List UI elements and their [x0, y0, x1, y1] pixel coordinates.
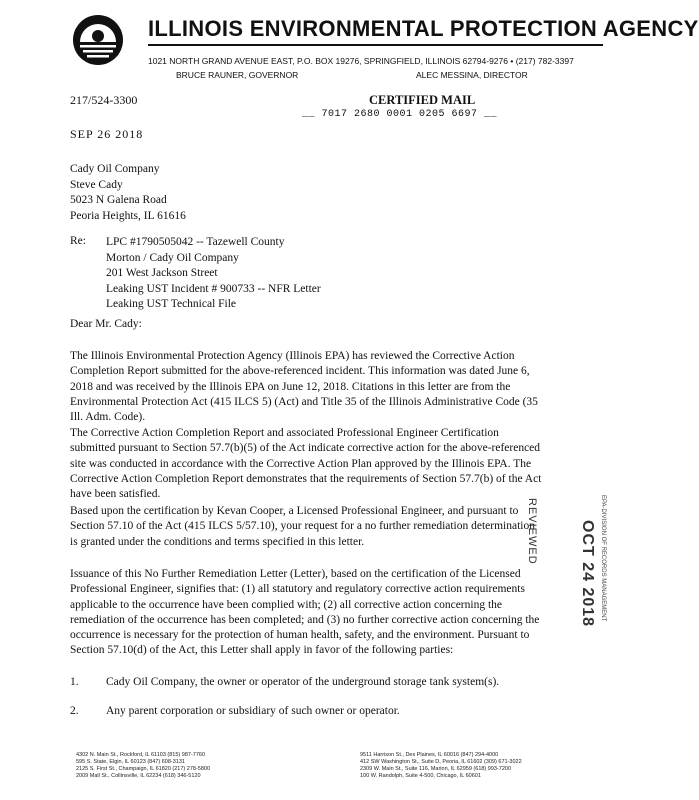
re-label: Re:: [70, 235, 86, 247]
footer-line: 2309 W. Main St., Suite 116, Marion, IL 62959 (618) 993-7200: [360, 766, 512, 772]
footer-line: 2125 S. First St., Champaign, IL 61820 (217) 278-5800: [76, 766, 211, 772]
footer-offices-right: [360, 752, 522, 780]
re-line: Leaking UST Technical File: [106, 298, 237, 310]
reviewed-stamp: REVIEWED: [526, 498, 538, 565]
footer-line: 4302 N. Main St., Rockford, IL 61103 (815) 987-7760: [76, 752, 206, 758]
footer-line: 595 S. State, Elgin, IL 60123 (847) 608-3131: [76, 759, 185, 765]
certified-mail-number: __ 7017 2680 0001 0205 6697 __: [302, 109, 498, 120]
list-item-number: 1.: [70, 676, 79, 688]
footer-line: 412 SW Washington St., Suite D, Peoria, IL 61602 (309) 671-3022: [360, 759, 522, 765]
body-paragraph: The Illinois Environmental Protection Agency (Illinois EPA) has reviewed the Corrective Action Completion Report submitted for the above-referenced incident. This information was dated June 6, 2018 and was received by the Illinois EPA on June 12, 2018. Citations in this letter are from the Environmental Protection Act (415 ILCS 5) (Act) and Title 35 of the Illinois Administrative Code (35 Ill. Adm. Code).: [70, 350, 538, 424]
received-date-stamp: OCT 24 2018: [579, 520, 596, 628]
footer-line: 9511 Harrison St., Des Plaines, IL 60016 (847) 294-4000: [360, 752, 499, 758]
body-paragraph: The Corrective Action Completion Report and associated Professional Engineer Certification submitted pursuant to Section 57.7(b)(5) of the Act indicate corrective action for the above-referenced site was conducted in accordance with the Corrective Action Plan approved by the Illinois EPA. The Corrective Action Completion Report demonstrates that the requirements of Section 57.7(b) of the Act have been satisfied.: [70, 427, 542, 501]
phone-number: 217/524-3300: [70, 93, 138, 107]
director-name: ALEC MESSINA, DIRECTOR: [416, 70, 528, 80]
records-division-stamp: EPA-DIVISION OF RECORDS MANAGEMENT: [600, 495, 606, 622]
agency-name: ILLINOIS ENVIRONMENTAL PROTECTION AGENCY: [148, 16, 699, 41]
body-paragraph: Issuance of this No Further Remediation Letter (Letter), based on the certification of the Licensed Professional Engineer, signifies that: (1) all statutory and regulatory corrective action requirements applicable to the occurrence have been complied with; (2) all corrective action concerning the remediation of the occurrence has been completed; and (3) no further corrective action concerning the occurrence is necessary for the protection of human health, safety, and the environment. Pursuant to Section 57.10(d) of the Act, this Letter shall apply in favor of the following parties:: [70, 568, 540, 657]
recipient-line: Peoria Heights, IL 61616: [70, 209, 186, 222]
certified-mail-label: CERTIFIED MAIL: [369, 93, 476, 107]
agency-address: 1021 NORTH GRAND AVENUE EAST, P.O. BOX 19276, SPRINGFIELD, ILLINOIS 62794-9276 • (217) 782-3397: [148, 56, 574, 66]
letter-date: SEP 26 2018: [70, 127, 144, 141]
recipient-line: 5023 N Galena Road: [70, 194, 167, 206]
footer-line: 2009 Mall St., Collinsville, IL 62234 (618) 346-5120: [76, 773, 201, 779]
list-item-text: Any parent corporation or subsidiary of such owner or operator.: [106, 705, 400, 717]
list-item-number: 2.: [70, 705, 79, 717]
salutation: Dear Mr. Cady:: [70, 318, 142, 330]
footer-offices-left: [76, 752, 210, 780]
re-line: LPC #1790505042 -- Tazewell County: [106, 236, 285, 248]
re-line: 201 West Jackson Street: [106, 267, 218, 279]
re-line: Morton / Cady Oil Company: [106, 251, 239, 264]
governor-name: BRUCE RAUNER, GOVERNOR: [176, 70, 299, 80]
re-block: [106, 235, 321, 313]
recipient-line: Cady Oil Company: [70, 163, 160, 175]
illinois-epa-logo: [72, 14, 124, 66]
footer-line: 100 W. Randolph, Suite 4-500, Chicago, IL 60601: [360, 773, 481, 779]
recipient-address: [70, 162, 186, 224]
list-item-text: Cady Oil Company, the owner or operator of the underground storage tank system(s).: [106, 676, 500, 688]
recipient-line: Steve Cady: [70, 178, 123, 191]
body-paragraph: Based upon the certification by Kevan Cooper, a Licensed Professional Engineer, and pursuant to Section 57.10 of the Act (415 ILCS 5/57.10), your request for a no further remediation determination is granted under the conditions and terms specified in this letter.: [70, 505, 535, 548]
header-divider: [148, 44, 603, 46]
re-line: Leaking UST Incident # 900733 -- NFR Letter: [106, 282, 321, 295]
